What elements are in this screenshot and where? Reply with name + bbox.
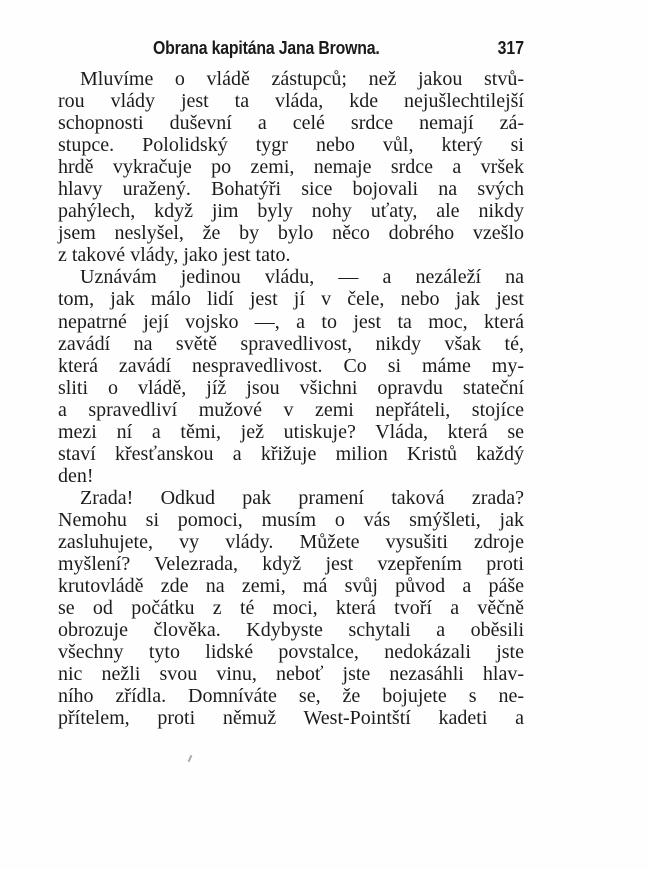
text-line: stupce. Pololidský tygr nebo vůl, který si [58, 134, 524, 157]
text-line: Zrada! Odkud pak pramení taková zrada? [80, 486, 524, 509]
text-line: den! [58, 464, 94, 487]
text-line: sliti o vládě, jíž jsou všichni opravdu stateční [58, 376, 524, 399]
running-title: Obrana kapitána Jana Browna. [153, 38, 380, 58]
text-line: všechny tyto lidské povstalce, nedokázali jste [58, 641, 524, 664]
text-line: která zavádí nespravedlivost. Co si máme my- [58, 354, 524, 377]
text-line: ního zřídla. Domníváte se, že bojujete s ne- [58, 685, 524, 708]
text-line: Mluvíme o vládě zástupců; než jakou stvů- [80, 68, 524, 90]
page-number: 317 [497, 38, 524, 58]
text-line: rou vlády jest ta vláda, kde nejušlechtilejší [58, 90, 524, 113]
text-line: tom, jak málo lidí jest jí v čele, nebo jak jest [58, 288, 524, 311]
text-line: jsem neslyšel, že by bylo něco dobrého vzešlo [58, 222, 524, 245]
text-line: zavádí na světě spravedlivost, nikdy však té, [58, 332, 524, 355]
text-line: myšlení? Velezrada, když jest vzepřením proti [58, 553, 524, 576]
text-line: schopnosti duševní a celé srdce nemají zá- [58, 112, 524, 135]
text-line: hlavy uražený. Bohatýři sice bojovali na svých [58, 178, 524, 201]
text-line: hrdě vykračuje po zemi, nemaje srdce a vršek [58, 156, 524, 179]
text-line: a spravedliví mužové v zemi nepřáteli, stojíce [58, 398, 524, 421]
text-line: mezi ní a těmi, jež utiskuje? Vláda, která se [58, 420, 524, 443]
body-text [58, 68, 524, 729]
text-line: se od počátku z té moci, která tvoří a věčně [58, 597, 524, 620]
page-header [58, 38, 524, 62]
text-line: z takové vlády, jako jest tato. [58, 244, 291, 267]
text-line: nepatrné její vojsko —, a to jest ta moc, která [58, 310, 524, 333]
text-line: zasluhujete, vy vlády. Můžete vysušiti zdroje [58, 530, 524, 553]
text-line: krutovládě zde na zemi, má svůj původ a páše [58, 575, 524, 598]
text-line: přítelem, proti němuž West-Pointští kadeti a [58, 707, 524, 730]
text-line: obrozuje člověka. Kdybyste schytali a oběsili [58, 619, 524, 642]
scan-speck [188, 755, 193, 762]
text-line: Uznávám jedinou vládu, — a nezáleží na [80, 266, 524, 289]
text-line: nic nežli svou vinu, neboť jste nezasáhli hlav- [58, 663, 524, 686]
text-line: Nemohu si pomoci, musím o vás smýšleti, jak [58, 508, 524, 531]
text-line: staví křesťanskou a křižuje milion Kristů každý [58, 442, 524, 465]
text-line: pahýlech, když jim byly nohy uťaty, ale nikdy [58, 200, 524, 223]
